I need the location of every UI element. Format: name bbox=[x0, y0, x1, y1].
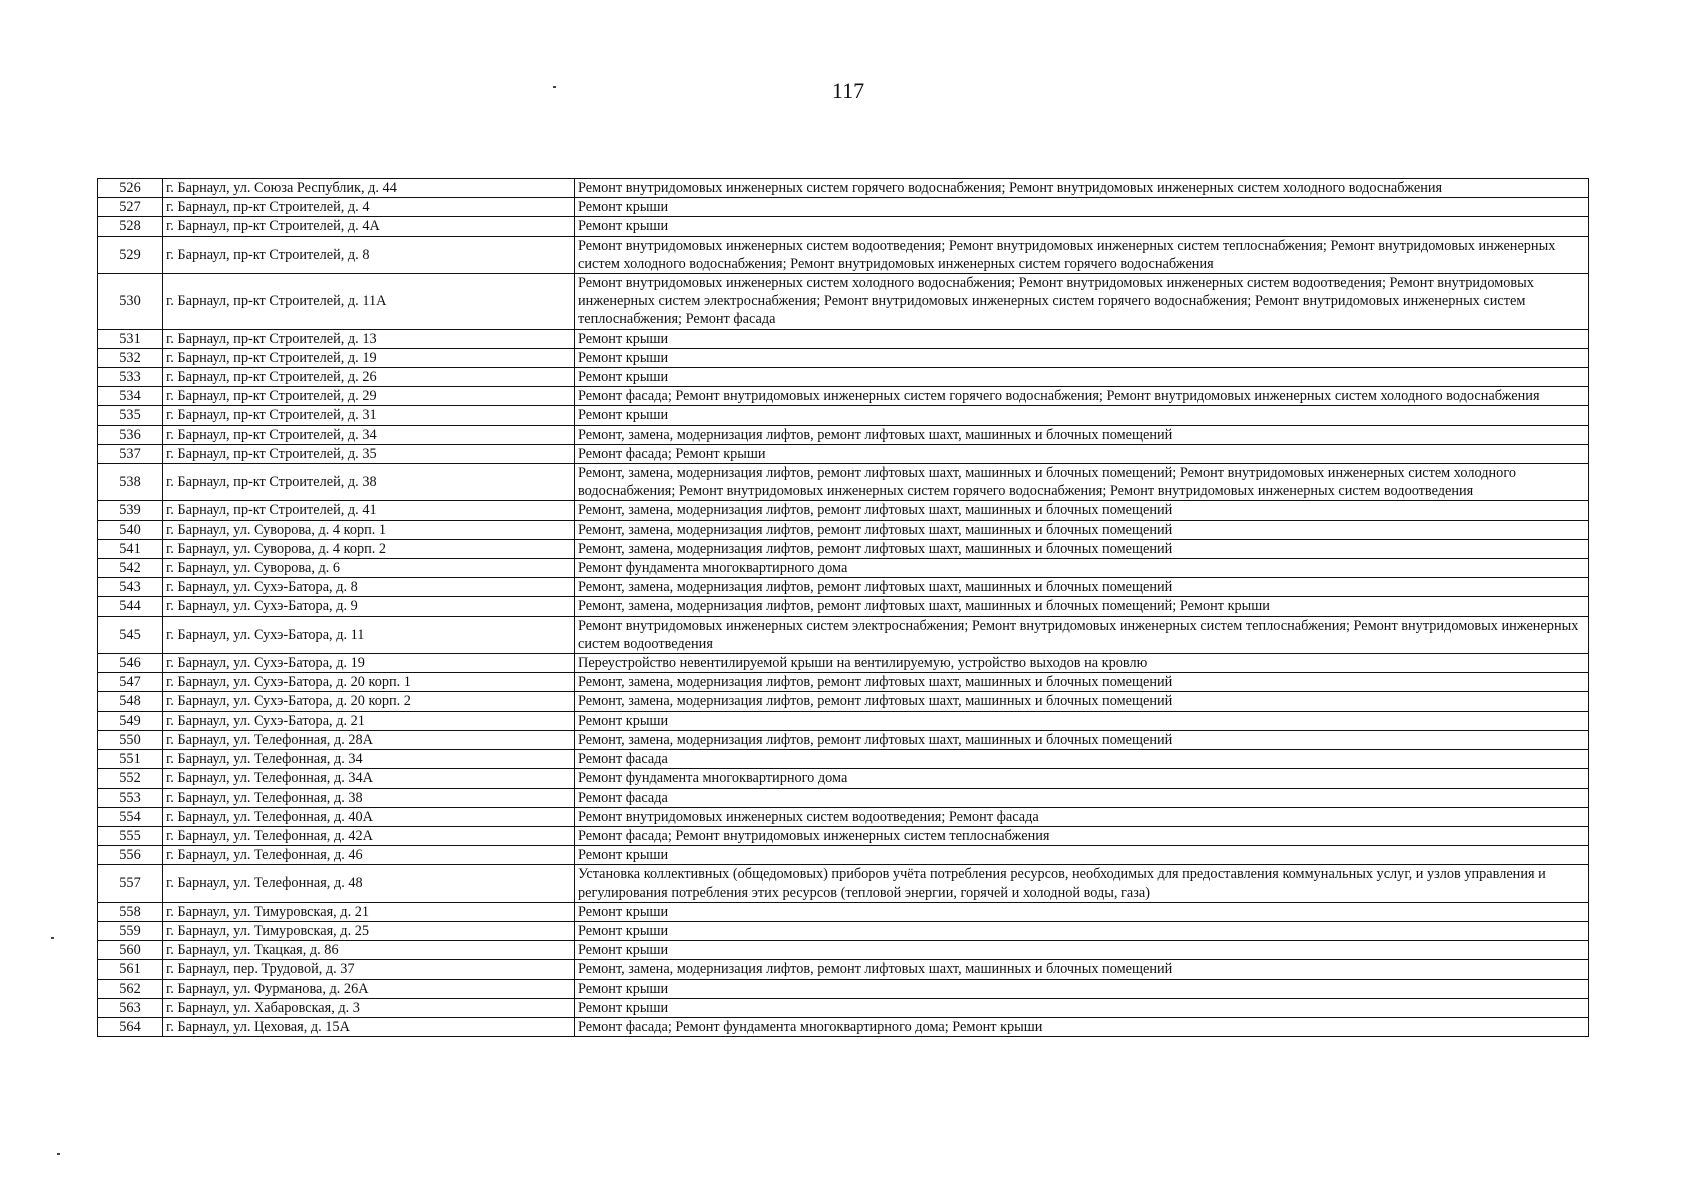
table-row bbox=[98, 348, 1589, 367]
row-address: г. Барнаул, ул. Сухэ-Батора, д. 20 корп. 1 bbox=[163, 673, 575, 692]
row-address: г. Барнаул, пр-кт Строителей, д. 35 bbox=[163, 444, 575, 463]
table-row bbox=[98, 236, 1589, 273]
row-number: 544 bbox=[98, 597, 163, 616]
row-number: 556 bbox=[98, 846, 163, 865]
table-row bbox=[98, 960, 1589, 979]
row-number: 526 bbox=[98, 179, 163, 198]
row-works: Ремонт, замена, модернизация лифтов, ремонт лифтовых шахт, машинных и блочных помещений bbox=[575, 730, 1589, 749]
row-number: 536 bbox=[98, 425, 163, 444]
row-address: г. Барнаул, ул. Суворова, д. 4 корп. 1 bbox=[163, 520, 575, 539]
table-row bbox=[98, 673, 1589, 692]
row-works: Ремонт, замена, модернизация лифтов, ремонт лифтовых шахт, машинных и блочных помещений bbox=[575, 578, 1589, 597]
table-row bbox=[98, 846, 1589, 865]
row-works: Ремонт крыши bbox=[575, 217, 1589, 236]
works-register-table bbox=[97, 178, 1589, 1037]
row-address: г. Барнаул, ул. Телефонная, д. 34 bbox=[163, 750, 575, 769]
row-works: Ремонт фундамента многоквартирного дома bbox=[575, 769, 1589, 788]
row-address: г. Барнаул, пр-кт Строителей, д. 8 bbox=[163, 236, 575, 273]
table-row bbox=[98, 730, 1589, 749]
table-row bbox=[98, 998, 1589, 1017]
table-row bbox=[98, 559, 1589, 578]
row-works: Ремонт фасада; Ремонт фундамента многоквартирного дома; Ремонт крыши bbox=[575, 1017, 1589, 1036]
row-address: г. Барнаул, ул. Тимуровская, д. 21 bbox=[163, 902, 575, 921]
row-address: г. Барнаул, ул. Цеховая, д. 15А bbox=[163, 1017, 575, 1036]
row-works: Ремонт, замена, модернизация лифтов, ремонт лифтовых шахт, машинных и блочных помещений bbox=[575, 501, 1589, 520]
table-row bbox=[98, 921, 1589, 940]
row-number: 534 bbox=[98, 387, 163, 406]
row-works: Ремонт, замена, модернизация лифтов, ремонт лифтовых шахт, машинных и блочных помещений bbox=[575, 692, 1589, 711]
row-works: Установка коллективных (общедомовых) приборов учёта потребления ресурсов, необходимых для предоставления коммунальных услуг, и узлов управления и регулирования потребления этих ресурсов (тепловой энергии, горячей и холодной воды, газа) bbox=[575, 865, 1589, 902]
row-number: 562 bbox=[98, 979, 163, 998]
table-row bbox=[98, 1017, 1589, 1036]
row-address: г. Барнаул, ул. Союза Республик, д. 44 bbox=[163, 179, 575, 198]
table-row bbox=[98, 179, 1589, 198]
row-number: 527 bbox=[98, 198, 163, 217]
row-works: Ремонт, замена, модернизация лифтов, ремонт лифтовых шахт, машинных и блочных помещений bbox=[575, 425, 1589, 444]
table-row bbox=[98, 654, 1589, 673]
row-address: г. Барнаул, ул. Сухэ-Батора, д. 21 bbox=[163, 711, 575, 730]
table-row bbox=[98, 217, 1589, 236]
table-row bbox=[98, 501, 1589, 520]
row-number: 531 bbox=[98, 329, 163, 348]
row-works: Переустройство невентилируемой крыши на вентилируемую, устройство выходов на кровлю bbox=[575, 654, 1589, 673]
row-address: г. Барнаул, пр-кт Строителей, д. 4 bbox=[163, 198, 575, 217]
row-number: 560 bbox=[98, 941, 163, 960]
row-address: г. Барнаул, ул. Телефонная, д. 40А bbox=[163, 807, 575, 826]
row-number: 543 bbox=[98, 578, 163, 597]
table-row bbox=[98, 444, 1589, 463]
row-address: г. Барнаул, ул. Сухэ-Батора, д. 11 bbox=[163, 616, 575, 653]
row-works: Ремонт крыши bbox=[575, 921, 1589, 940]
table-row bbox=[98, 807, 1589, 826]
row-address: г. Барнаул, пр-кт Строителей, д. 29 bbox=[163, 387, 575, 406]
row-works: Ремонт крыши bbox=[575, 902, 1589, 921]
table-row bbox=[98, 198, 1589, 217]
row-works: Ремонт крыши bbox=[575, 979, 1589, 998]
row-number: 563 bbox=[98, 998, 163, 1017]
table-row bbox=[98, 750, 1589, 769]
row-number: 552 bbox=[98, 769, 163, 788]
row-number: 532 bbox=[98, 348, 163, 367]
row-address: г. Барнаул, ул. Ткацкая, д. 86 bbox=[163, 941, 575, 960]
row-works: Ремонт крыши bbox=[575, 998, 1589, 1017]
row-address: г. Барнаул, ул. Сухэ-Батора, д. 9 bbox=[163, 597, 575, 616]
row-number: 535 bbox=[98, 406, 163, 425]
table-row bbox=[98, 464, 1589, 501]
row-works: Ремонт, замена, модернизация лифтов, ремонт лифтовых шахт, машинных и блочных помещений; Ремонт крыши bbox=[575, 597, 1589, 616]
row-number: 545 bbox=[98, 616, 163, 653]
row-works: Ремонт фасада bbox=[575, 750, 1589, 769]
table-row bbox=[98, 979, 1589, 998]
row-number: 529 bbox=[98, 236, 163, 273]
row-works: Ремонт фасада; Ремонт внутридомовых инженерных систем теплоснабжения bbox=[575, 826, 1589, 845]
row-number: 554 bbox=[98, 807, 163, 826]
row-works: Ремонт внутридомовых инженерных систем электроснабжения; Ремонт внутридомовых инженерных систем теплоснабжения; Ремонт внутридомовых инженерных систем водоотведения bbox=[575, 616, 1589, 653]
row-number: 558 bbox=[98, 902, 163, 921]
table-row bbox=[98, 578, 1589, 597]
row-works: Ремонт крыши bbox=[575, 406, 1589, 425]
table-row bbox=[98, 826, 1589, 845]
row-number: 537 bbox=[98, 444, 163, 463]
row-address: г. Барнаул, ул. Сухэ-Батора, д. 8 bbox=[163, 578, 575, 597]
row-address: г. Барнаул, ул. Телефонная, д. 46 bbox=[163, 846, 575, 865]
row-number: 559 bbox=[98, 921, 163, 940]
row-number: 541 bbox=[98, 539, 163, 558]
row-works: Ремонт, замена, модернизация лифтов, ремонт лифтовых шахт, машинных и блочных помещений bbox=[575, 520, 1589, 539]
row-works: Ремонт фасада; Ремонт внутридомовых инженерных систем горячего водоснабжения; Ремонт внутридомовых инженерных систем холодного водоснабжения bbox=[575, 387, 1589, 406]
table-row bbox=[98, 520, 1589, 539]
row-number: 555 bbox=[98, 826, 163, 845]
row-number: 530 bbox=[98, 274, 163, 330]
row-address: г. Барнаул, пр-кт Строителей, д. 41 bbox=[163, 501, 575, 520]
row-address: г. Барнаул, пр-кт Строителей, д. 26 bbox=[163, 368, 575, 387]
table-row bbox=[98, 769, 1589, 788]
scan-speck bbox=[553, 86, 556, 88]
table-row bbox=[98, 425, 1589, 444]
table-row bbox=[98, 616, 1589, 653]
table-row bbox=[98, 387, 1589, 406]
row-address: г. Барнаул, ул. Сухэ-Батора, д. 19 bbox=[163, 654, 575, 673]
row-works: Ремонт, замена, модернизация лифтов, ремонт лифтовых шахт, машинных и блочных помещений bbox=[575, 539, 1589, 558]
row-works: Ремонт, замена, модернизация лифтов, ремонт лифтовых шахт, машинных и блочных помещений bbox=[575, 960, 1589, 979]
table-row bbox=[98, 865, 1589, 902]
table-body bbox=[98, 179, 1589, 1037]
row-number: 540 bbox=[98, 520, 163, 539]
row-number: 553 bbox=[98, 788, 163, 807]
row-works: Ремонт фасада; Ремонт крыши bbox=[575, 444, 1589, 463]
row-address: г. Барнаул, пр-кт Строителей, д. 31 bbox=[163, 406, 575, 425]
row-works: Ремонт, замена, модернизация лифтов, ремонт лифтовых шахт, машинных и блочных помещений; Ремонт внутридомовых инженерных систем холодного водоснабжения; Ремонт внутридомовых инженерных систем горячего водоснабжения; Ремонт внутридомовых инженерных систем водоотведения bbox=[575, 464, 1589, 501]
table-row bbox=[98, 597, 1589, 616]
row-works: Ремонт внутридомовых инженерных систем горячего водоснабжения; Ремонт внутридомовых инженерных систем холодного водоснабжения bbox=[575, 179, 1589, 198]
table-row bbox=[98, 788, 1589, 807]
row-number: 551 bbox=[98, 750, 163, 769]
table-row bbox=[98, 692, 1589, 711]
row-address: г. Барнаул, ул. Телефонная, д. 38 bbox=[163, 788, 575, 807]
row-works: Ремонт крыши bbox=[575, 941, 1589, 960]
row-works: Ремонт фасада bbox=[575, 788, 1589, 807]
row-number: 549 bbox=[98, 711, 163, 730]
row-address: г. Барнаул, ул. Сухэ-Батора, д. 20 корп. 2 bbox=[163, 692, 575, 711]
table-row bbox=[98, 902, 1589, 921]
row-works: Ремонт крыши bbox=[575, 368, 1589, 387]
row-address: г. Барнаул, пр-кт Строителей, д. 4А bbox=[163, 217, 575, 236]
row-works: Ремонт крыши bbox=[575, 711, 1589, 730]
row-address: г. Барнаул, ул. Суворова, д. 4 корп. 2 bbox=[163, 539, 575, 558]
row-works: Ремонт крыши bbox=[575, 348, 1589, 367]
table-row bbox=[98, 329, 1589, 348]
row-number: 539 bbox=[98, 501, 163, 520]
row-works: Ремонт внутридомовых инженерных систем водоотведения; Ремонт фасада bbox=[575, 807, 1589, 826]
row-address: г. Барнаул, пр-кт Строителей, д. 13 bbox=[163, 329, 575, 348]
row-address: г. Барнаул, ул. Тимуровская, д. 25 bbox=[163, 921, 575, 940]
row-works: Ремонт крыши bbox=[575, 198, 1589, 217]
row-number: 561 bbox=[98, 960, 163, 979]
row-number: 546 bbox=[98, 654, 163, 673]
row-number: 528 bbox=[98, 217, 163, 236]
table-row bbox=[98, 274, 1589, 330]
row-works: Ремонт фундамента многоквартирного дома bbox=[575, 559, 1589, 578]
row-number: 547 bbox=[98, 673, 163, 692]
row-address: г. Барнаул, ул. Суворова, д. 6 bbox=[163, 559, 575, 578]
scan-speck bbox=[51, 937, 54, 939]
table-row bbox=[98, 406, 1589, 425]
table-row bbox=[98, 941, 1589, 960]
row-works: Ремонт крыши bbox=[575, 329, 1589, 348]
table-row bbox=[98, 368, 1589, 387]
row-works: Ремонт внутридомовых инженерных систем холодного водоснабжения; Ремонт внутридомовых инженерных систем водоотведения; Ремонт внутридомовых инженерных систем электроснабжения; Ремонт внутридомовых инженерных систем горячего водоснабжения; Ремонт внутридомовых инженерных систем теплоснабжения; Ремонт фасада bbox=[575, 274, 1589, 330]
row-works: Ремонт крыши bbox=[575, 846, 1589, 865]
row-address: г. Барнаул, ул. Телефонная, д. 28А bbox=[163, 730, 575, 749]
page-number: 117 bbox=[831, 78, 865, 103]
row-number: 557 bbox=[98, 865, 163, 902]
row-number: 538 bbox=[98, 464, 163, 501]
row-address: г. Барнаул, пр-кт Строителей, д. 11А bbox=[163, 274, 575, 330]
row-number: 550 bbox=[98, 730, 163, 749]
row-address: г. Барнаул, ул. Телефонная, д. 48 bbox=[163, 865, 575, 902]
row-address: г. Барнаул, пер. Трудовой, д. 37 bbox=[163, 960, 575, 979]
row-address: г. Барнаул, пр-кт Строителей, д. 19 bbox=[163, 348, 575, 367]
table-row bbox=[98, 711, 1589, 730]
row-works: Ремонт внутридомовых инженерных систем водоотведения; Ремонт внутридомовых инженерных систем теплоснабжения; Ремонт внутридомовых инженерных систем холодного водоснабжения; Ремонт внутридомовых инженерных систем горячего водоснабжения bbox=[575, 236, 1589, 273]
row-address: г. Барнаул, ул. Телефонная, д. 34А bbox=[163, 769, 575, 788]
row-address: г. Барнаул, пр-кт Строителей, д. 38 bbox=[163, 464, 575, 501]
row-number: 548 bbox=[98, 692, 163, 711]
row-address: г. Барнаул, пр-кт Строителей, д. 34 bbox=[163, 425, 575, 444]
scan-speck bbox=[57, 1153, 60, 1155]
row-number: 542 bbox=[98, 559, 163, 578]
row-works: Ремонт, замена, модернизация лифтов, ремонт лифтовых шахт, машинных и блочных помещений bbox=[575, 673, 1589, 692]
row-address: г. Барнаул, ул. Телефонная, д. 42А bbox=[163, 826, 575, 845]
row-address: г. Барнаул, ул. Хабаровская, д. 3 bbox=[163, 998, 575, 1017]
row-address: г. Барнаул, ул. Фурманова, д. 26А bbox=[163, 979, 575, 998]
table-row bbox=[98, 539, 1589, 558]
row-number: 564 bbox=[98, 1017, 163, 1036]
row-number: 533 bbox=[98, 368, 163, 387]
